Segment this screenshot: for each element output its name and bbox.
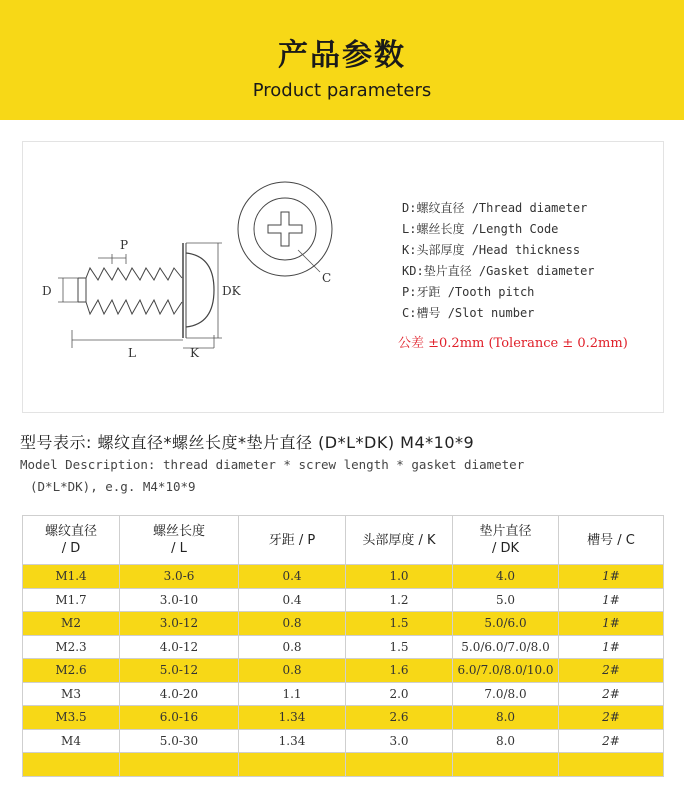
label-p: P <box>120 238 129 252</box>
legend-cn: 头部厚度 <box>416 243 465 257</box>
label-k: K <box>190 346 199 360</box>
legend-code: K: <box>402 243 417 257</box>
table-cell: 2# <box>559 682 664 706</box>
table-cell <box>23 753 120 777</box>
column-header-label: 垫片直径 <box>479 524 532 539</box>
model-description-en: Model Description: thread diameter * screw length * gasket diameter <box>20 457 525 472</box>
table-cell: 5.0/6.0 <box>453 612 559 636</box>
table-row <box>23 729 664 753</box>
column-header-unit: / DK <box>491 541 520 556</box>
table-cell: M1.4 <box>23 565 120 589</box>
table-row <box>23 588 664 612</box>
table-cell: 2# <box>559 659 664 683</box>
page-title: 产品参数 <box>278 38 406 73</box>
table-cell: 1# <box>559 588 664 612</box>
column-header <box>239 516 346 565</box>
table-cell: 2.0 <box>346 682 453 706</box>
header-banner <box>0 0 684 120</box>
label-c: C <box>322 271 332 285</box>
table-cell: M3.5 <box>23 706 120 730</box>
table-cell <box>120 753 239 777</box>
table-cell <box>239 753 346 777</box>
legend-en: /Slot number <box>440 306 535 320</box>
legend-code: C: <box>402 306 417 320</box>
table-cell: 6.0/7.0/8.0/10.0 <box>453 659 559 683</box>
column-header <box>346 516 453 565</box>
table-row <box>23 706 664 730</box>
legend-code: P: <box>402 285 417 299</box>
table-body <box>23 565 664 777</box>
table-cell: 1.5 <box>346 612 453 636</box>
table-cell <box>453 753 559 777</box>
label-dk: DK <box>222 284 241 298</box>
table-cell: 1.34 <box>239 706 346 730</box>
column-header-label: 头部厚度 / K <box>362 532 436 548</box>
table-cell: 5.0/6.0/7.0/8.0 <box>453 635 559 659</box>
table-cell <box>559 753 664 777</box>
table-cell: 8.0 <box>453 706 559 730</box>
table-cell: 1.1 <box>239 682 346 706</box>
table-header-row <box>23 516 664 565</box>
legend-code: D: <box>402 201 417 215</box>
table-row <box>23 753 664 777</box>
column-header-label: 槽号 / C <box>587 532 635 548</box>
column-header-unit: / L <box>171 541 187 556</box>
table-cell: 1# <box>559 612 664 636</box>
legend-row <box>402 303 595 324</box>
legend-row <box>402 219 595 240</box>
table-cell: 1# <box>559 565 664 589</box>
table-cell: 7.0/8.0 <box>453 682 559 706</box>
table-cell: 0.8 <box>239 635 346 659</box>
table-cell <box>346 753 453 777</box>
parameter-legend <box>402 198 595 324</box>
table-cell: 5.0 <box>453 588 559 612</box>
legend-row <box>402 261 595 282</box>
tolerance-note: 公差 ±0.2mm (Tolerance ± 0.2mm) <box>398 336 628 351</box>
table-cell: 1.6 <box>346 659 453 683</box>
table-cell: 4.0-12 <box>120 635 239 659</box>
table-row <box>23 659 664 683</box>
table-row <box>23 635 664 659</box>
legend-code: L: <box>402 222 417 236</box>
table-cell: 4.0 <box>453 565 559 589</box>
table-cell: M1.7 <box>23 588 120 612</box>
table-cell: 0.4 <box>239 588 346 612</box>
table-cell: 6.0-16 <box>120 706 239 730</box>
table-cell: 1.2 <box>346 588 453 612</box>
table-cell: M2.6 <box>23 659 120 683</box>
column-header <box>559 516 664 565</box>
legend-row <box>402 198 595 219</box>
table-cell: 2# <box>559 706 664 730</box>
table-cell: M2 <box>23 612 120 636</box>
column-header-unit: / D <box>61 541 81 556</box>
table-cell: 1# <box>559 635 664 659</box>
table-cell: 0.4 <box>239 565 346 589</box>
legend-en: /Gasket diameter <box>471 264 595 278</box>
legend-en: /Tooth pitch <box>440 285 535 299</box>
model-description-en-example: (D*L*DK), e.g. M4*10*9 <box>30 479 196 494</box>
legend-cn: 槽号 <box>416 306 441 320</box>
legend-en: /Thread diameter <box>464 201 588 215</box>
legend-en: /Length Code <box>464 222 559 236</box>
table-cell: M4 <box>23 729 120 753</box>
column-header-label: 螺纹直径 <box>44 524 97 539</box>
spec-table <box>22 515 664 777</box>
table-cell: 2# <box>559 729 664 753</box>
table-row <box>23 565 664 589</box>
legend-cn: 牙距 <box>416 285 441 299</box>
table-cell: 3.0-10 <box>120 588 239 612</box>
page-subtitle: Product parameters <box>252 80 432 101</box>
column-header <box>23 516 120 565</box>
model-description-cn: 型号表示: 螺纹直径*螺丝长度*垫片直径 (D*L*DK) M4*10*9 <box>20 433 475 452</box>
table-cell: 5.0-30 <box>120 729 239 753</box>
table-cell: 1.34 <box>239 729 346 753</box>
table-cell: 1.0 <box>346 565 453 589</box>
table-cell: 3.0-12 <box>120 612 239 636</box>
table-cell: 2.6 <box>346 706 453 730</box>
column-header <box>120 516 239 565</box>
table-cell: 1.5 <box>346 635 453 659</box>
table-cell: 3.0-6 <box>120 565 239 589</box>
legend-code: KD: <box>402 264 424 278</box>
table-cell: 4.0-20 <box>120 682 239 706</box>
table-row <box>23 682 664 706</box>
table-cell: 5.0-12 <box>120 659 239 683</box>
table-row <box>23 612 664 636</box>
legend-row <box>402 282 595 303</box>
legend-cn: 螺纹直径 <box>416 201 465 215</box>
column-header-label: 螺丝长度 <box>152 524 205 539</box>
legend-row <box>402 240 595 261</box>
table-cell: M2.3 <box>23 635 120 659</box>
table-cell: 8.0 <box>453 729 559 753</box>
legend-en: /Head thickness <box>464 243 581 257</box>
table-cell: 3.0 <box>346 729 453 753</box>
table-cell: 0.8 <box>239 659 346 683</box>
column-header <box>453 516 559 565</box>
label-d: D <box>42 284 52 298</box>
column-header-label: 牙距 / P <box>268 532 316 548</box>
label-l: L <box>128 346 136 360</box>
legend-cn: 螺丝长度 <box>416 222 465 236</box>
legend-cn: 垫片直径 <box>423 264 472 278</box>
table-cell: M3 <box>23 682 120 706</box>
table-cell: 0.8 <box>239 612 346 636</box>
